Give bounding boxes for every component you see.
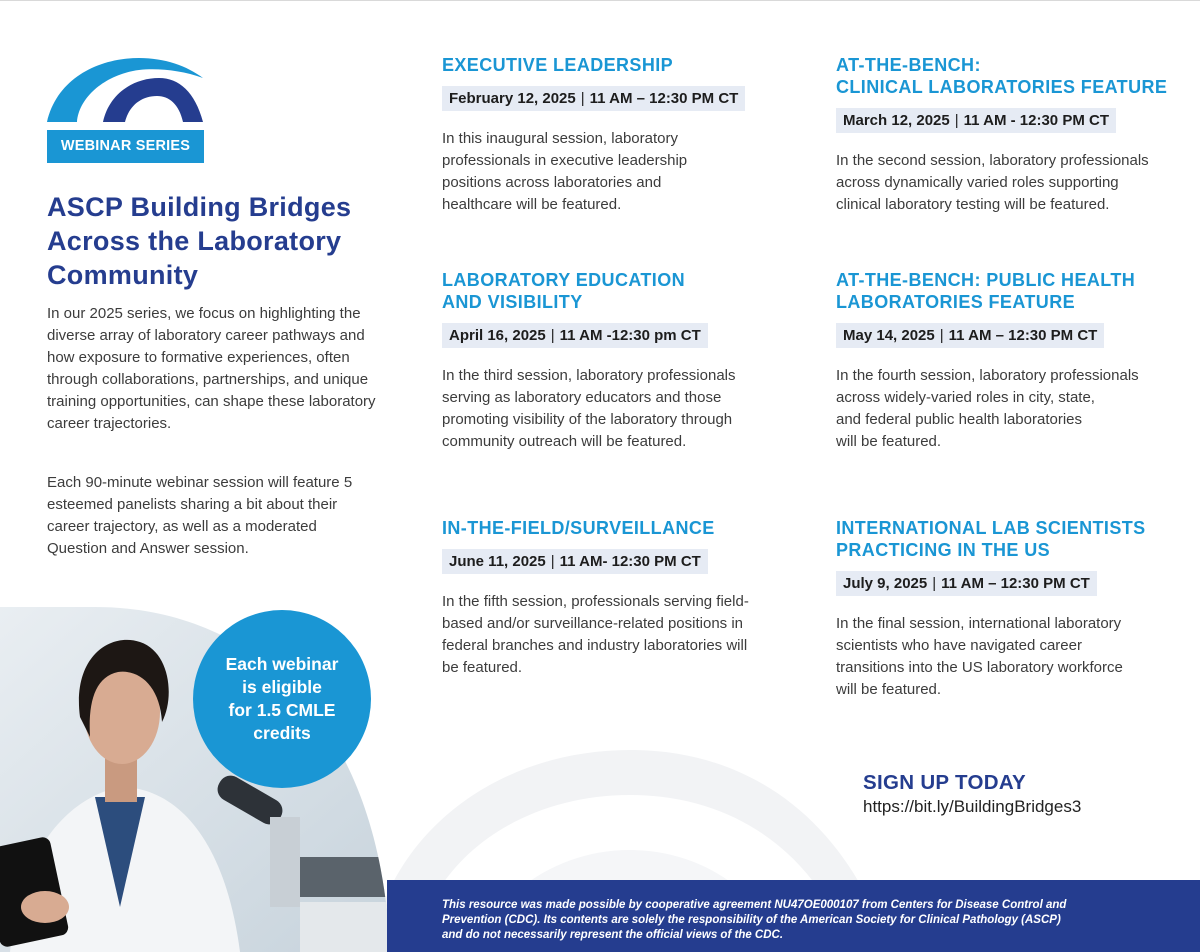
session-title-line: EXECUTIVE LEADERSHIP <box>442 55 674 75</box>
session-description <box>442 128 802 216</box>
session-title-line: IN-THE-FIELD/SURVEILLANCE <box>442 518 715 538</box>
session-date-text: July 9, 2025 <box>843 575 928 592</box>
session-title-line: CLINICAL LABORATORIES FEATURE <box>836 77 1168 97</box>
session-title <box>442 54 802 76</box>
badge-line: is eligible <box>242 677 322 697</box>
badge-line: credits <box>253 723 311 743</box>
session-title-line: PRACTICING IN THE US <box>836 540 1051 560</box>
desc-line: community outreach will be featured. <box>442 433 687 450</box>
session-title-line: INTERNATIONAL LAB SCIENTISTS <box>836 518 1146 538</box>
desc-line: In the fifth session, professionals serving field- <box>442 593 749 610</box>
disclaimer-line: and do not necessarily represent the official views of the CDC. <box>442 929 784 941</box>
separator: | <box>580 90 585 107</box>
session-date <box>836 571 1097 596</box>
desc-line: serving as laboratory educators and those <box>442 389 722 406</box>
desc-line: In the final session, international laboratory <box>836 615 1122 632</box>
cmle-credits-badge <box>193 610 371 788</box>
session-title-line: LABORATORIES FEATURE <box>836 292 1076 312</box>
session-title <box>836 54 1196 98</box>
session-description <box>836 365 1196 453</box>
desc-line: based and/or surveillance-related positions in <box>442 615 744 632</box>
desc-line: federal branches and industry laboratories will <box>442 637 748 654</box>
badge-line: for 1.5 CMLE <box>228 700 336 720</box>
bridge-arch-icon <box>47 56 205 126</box>
session-time-text: 11 AM -12:30 pm CT <box>559 327 701 344</box>
session-title-line: AND VISIBILITY <box>442 292 583 312</box>
format-paragraph: Each 90-minute webinar session will feature 5 esteemed panelists sharing a bit about their career trajectory, as well as a moderated Question and Answer session. <box>47 474 353 557</box>
desc-line: be featured. <box>442 659 523 676</box>
session-public-health <box>836 269 1196 453</box>
session-description <box>836 613 1196 701</box>
separator: | <box>954 112 959 129</box>
session-title-line: AT-THE-BENCH: <box>836 55 981 75</box>
session-date <box>836 108 1116 133</box>
session-time-text: 11 AM – 12:30 PM CT <box>948 327 1098 344</box>
session-time-text: 11 AM – 12:30 PM CT <box>941 575 1090 592</box>
session-time-text: 11 AM- 12:30 PM CT <box>559 553 701 570</box>
desc-line: In this inaugural session, laboratory <box>442 130 678 147</box>
desc-line: across widely-varied roles in city, state, <box>836 389 1095 406</box>
disclaimer-line: This resource was made possible by cooperative agreement NU47OE000107 from Centers for Disease Control and <box>442 899 1067 911</box>
title-line: Across the Laboratory <box>47 226 342 256</box>
session-in-the-field <box>442 517 802 679</box>
desc-line: In the fourth session, laboratory professionals <box>836 367 1139 384</box>
session-date-text: March 12, 2025 <box>843 112 950 129</box>
signup-link[interactable]: https://bit.ly/BuildingBridges3 <box>863 797 1082 816</box>
desc-line: promoting visibility of the laboratory through <box>442 411 733 428</box>
disclaimer-text <box>442 898 1162 943</box>
badge-line: Each webinar <box>225 654 339 674</box>
desc-line: professionals in executive leadership <box>442 152 688 169</box>
desc-line: will be featured. <box>836 433 942 450</box>
session-executive-leadership <box>442 54 802 216</box>
desc-line: will be featured. <box>836 681 942 698</box>
webinar-series-logo <box>47 56 207 166</box>
separator: | <box>932 575 937 592</box>
title-line: ASCP Building Bridges <box>47 192 352 222</box>
session-description <box>442 591 802 679</box>
desc-line: healthcare will be featured. <box>442 196 622 213</box>
session-title <box>442 517 802 539</box>
session-international-lab-scientists <box>836 517 1196 701</box>
desc-line: In the second session, laboratory professionals <box>836 152 1149 169</box>
page-title <box>47 190 407 292</box>
session-time-text: 11 AM - 12:30 PM CT <box>963 112 1109 129</box>
session-title <box>442 269 802 313</box>
session-title <box>836 517 1196 561</box>
session-date <box>442 549 708 574</box>
signup-section <box>863 771 1081 818</box>
separator: | <box>550 553 555 570</box>
desc-line: transitions into the US laboratory workforce <box>836 659 1123 676</box>
session-title-line: LABORATORY EDUCATION <box>442 270 686 290</box>
webinar-series-label: WEBINAR SERIES <box>47 130 204 163</box>
top-divider <box>0 0 1200 1</box>
session-date-text: February 12, 2025 <box>449 90 576 107</box>
desc-line: and federal public health laboratories <box>836 411 1082 428</box>
session-date <box>836 323 1104 348</box>
session-description <box>836 150 1196 216</box>
intro-paragraph: In our 2025 series, we focus on highlighting the diverse array of laboratory career pathways and how exposure to formative experiences, often through collaborations, partnerships, and unique training opportunities, can shape these laboratory career trajectories. <box>47 305 376 432</box>
desc-line: across dynamically varied roles supporting <box>836 174 1119 191</box>
separator: | <box>550 327 555 344</box>
session-date <box>442 86 745 111</box>
session-time-text: 11 AM – 12:30 PM CT <box>589 90 739 107</box>
signup-title: SIGN UP TODAY <box>863 771 1027 794</box>
desc-line: scientists who have navigated career <box>836 637 1082 654</box>
session-title-line: AT-THE-BENCH: PUBLIC HEALTH <box>836 270 1136 290</box>
desc-line: In the third session, laboratory professionals <box>442 367 736 384</box>
session-date-text: April 16, 2025 <box>449 327 546 344</box>
desc-line: positions across laboratories and <box>442 174 662 191</box>
session-date-text: May 14, 2025 <box>843 327 935 344</box>
session-laboratory-education <box>442 269 802 453</box>
footer-disclaimer <box>387 880 1200 952</box>
title-line: Community <box>47 260 199 290</box>
separator: | <box>939 327 944 344</box>
session-description <box>442 365 802 453</box>
disclaimer-line: Prevention (CDC). Its contents are solely the responsibility of the American Society for Clinical Pathology (ASCP) <box>442 914 1061 926</box>
session-clinical-laboratories <box>836 54 1196 216</box>
session-date <box>442 323 708 348</box>
session-date-text: June 11, 2025 <box>449 553 546 570</box>
session-title <box>836 269 1196 313</box>
desc-line: clinical laboratory testing will be featured. <box>836 196 1110 213</box>
